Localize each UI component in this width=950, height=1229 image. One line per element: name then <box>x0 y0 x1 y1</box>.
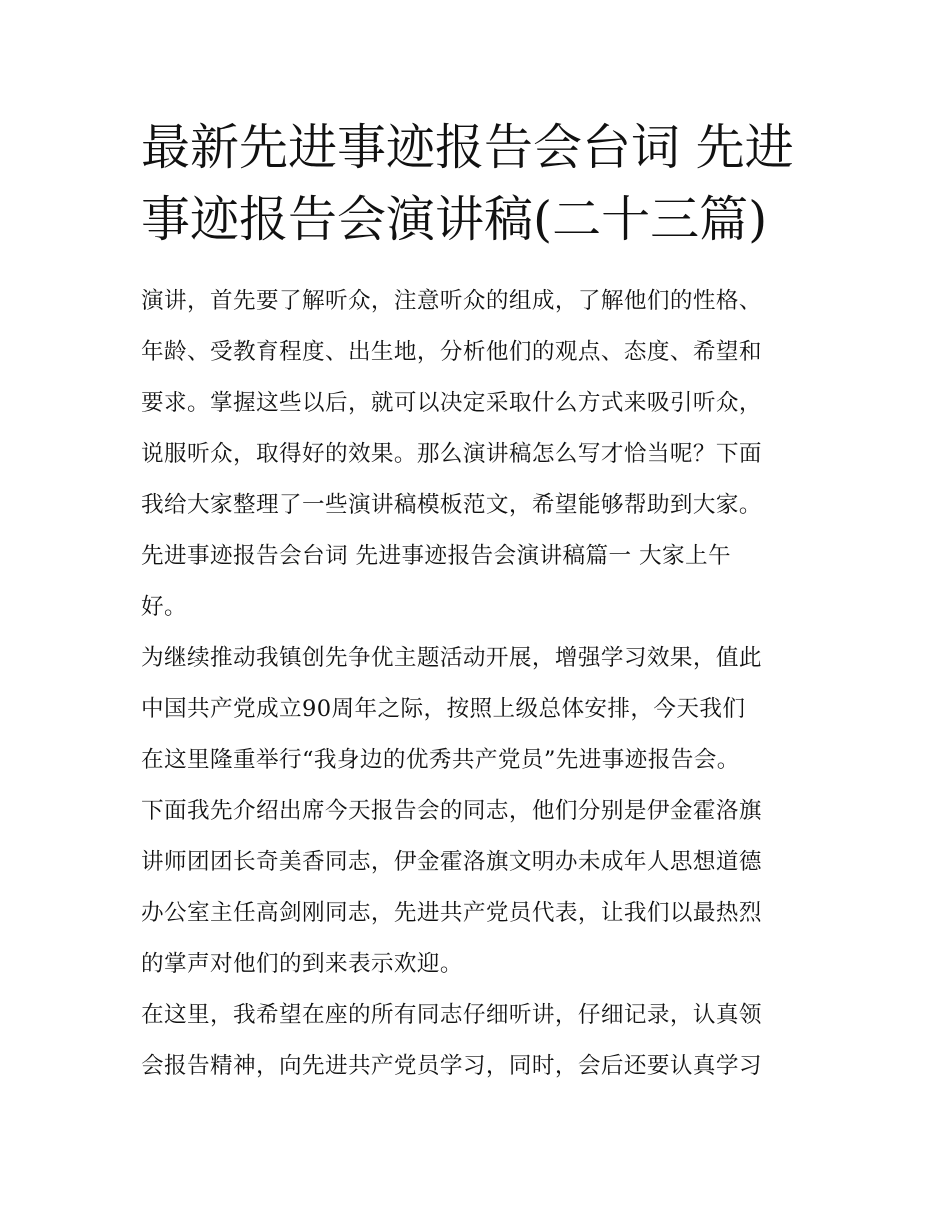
text-line: 中国共产党成立90周年之际，按照上级总体安排，今天我们 <box>141 696 746 722</box>
text-line: 我给大家整理了一些演讲稿模板范文，希望能够帮助到大家。 <box>141 492 762 518</box>
paragraph <box>141 276 813 531</box>
text-line: 演讲，首先要了解听众，注意听众的组成，了解他们的性格、 <box>141 288 762 314</box>
document-title <box>141 112 813 256</box>
text-line: 在这里隆重举行“我身边的优秀共产党员”先进事迹报告会。 <box>141 747 740 773</box>
text-line: 会报告精神，向先进共产党员学习，同时，会后还要认真学习 <box>141 1053 762 1079</box>
document-body <box>141 276 813 1092</box>
text-line: 为继续推动我镇创先争优主题活动开展，增强学习效果，值此 <box>141 645 762 671</box>
text-line: 办公室主任高剑刚同志，先进共产党员代表，让我们以最热烈 <box>141 900 762 926</box>
title-line: 事迹报告会演讲稿(二十三篇) <box>141 191 768 248</box>
text-line: 要求。掌握这些以后，就可以决定采取什么方式来吸引听众， <box>141 390 762 416</box>
text-line: 说服听众，取得好的效果。那么演讲稿怎么写才恰当呢？下面 <box>141 441 762 467</box>
text-line: 讲师团团长奇美香同志，伊金霍洛旗文明办未成年人思想道德 <box>141 849 762 875</box>
text-line: 的掌声对他们的到来表示欢迎。 <box>141 951 463 977</box>
paragraph <box>141 633 813 786</box>
paragraph <box>141 531 813 633</box>
text-line: 年龄、受教育程度、出生地，分析他们的观点、态度、希望和 <box>141 339 762 365</box>
text-line: 好。 <box>141 594 187 620</box>
paragraph <box>141 786 813 990</box>
text-line: 下面我先介绍出席今天报告会的同志，他们分别是伊金霍洛旗 <box>141 798 762 824</box>
paragraph <box>141 990 813 1092</box>
title-line: 最新先进事迹报告会台词 先进 <box>141 119 794 176</box>
document-page <box>141 112 813 1092</box>
text-line: 先进事迹报告会台词 先进事迹报告会演讲稿篇一 大家上午 <box>141 543 732 569</box>
text-line: 在这里，我希望在座的所有同志仔细听讲，仔细记录，认真领 <box>141 1002 762 1028</box>
